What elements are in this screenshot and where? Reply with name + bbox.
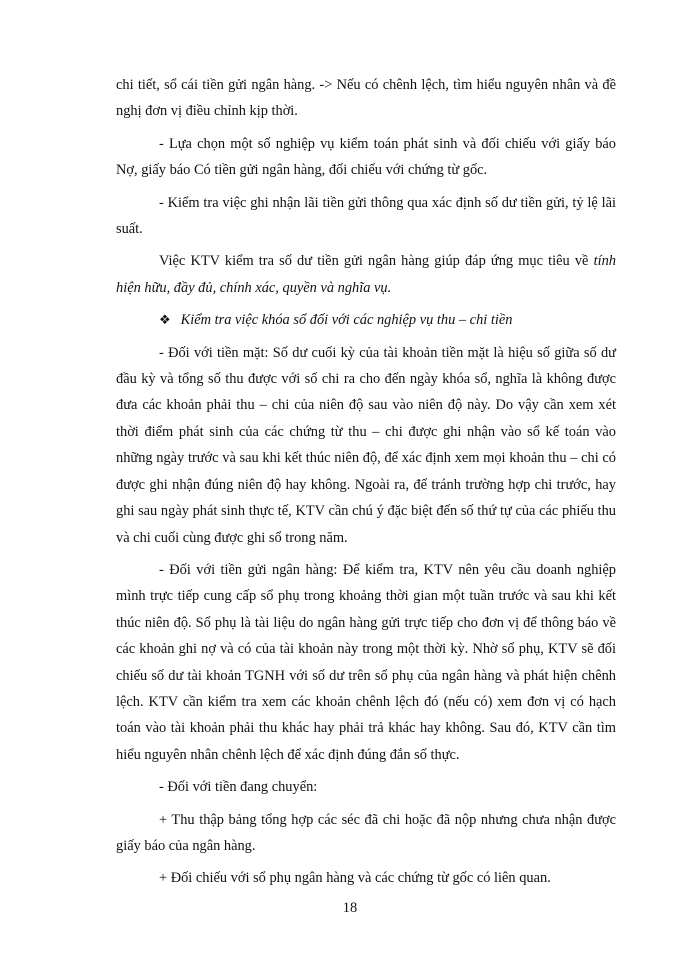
page-number: 18: [342, 900, 358, 916]
paragraph-objectives: [116, 248, 616, 301]
paragraph-compare-statements: + Đối chiếu với sổ phụ ngân hàng và các chứng từ gốc có liên quan.: [159, 870, 551, 887]
objectives-lead: Việc KTV kiểm tra số dư tiền gửi ngân hàng giúp đáp ứng mục tiêu về: [159, 253, 589, 270]
paragraph-cross-check: - Lựa chọn một số nghiệp vụ kiểm toán phát sinh và đối chiếu với giấy báo Nợ, giấy báo Có tiền gửi ngân hàng, đối chiếu với chứng từ gốc.: [116, 135, 616, 179]
section-heading: [159, 307, 616, 333]
diamond-bullet-icon: ❖: [159, 312, 171, 328]
paragraph-cash: - Đối với tiền mặt: Số dư cuối kỳ của tài khoản tiền mặt là hiệu số giữa số dư đầu kỳ và tổng số thu được với số chi ra cho đến ngày khóa sổ, nghĩa là không được đưa các khoản phải thu – chi của niên độ sau vào niên độ này. Do vậy cần xem xét thời điểm phát sinh của các chứng từ thu – chi được ghi nhận vào sổ kế toán vào những ngày trước và sau khi kết thúc niên độ, để xác định xem mọi khoản thu – chi có được ghi nhận đúng niên độ hay không. Ngoài ra, để tránh trường hợp chi trước, hay ghi sau ngày phát sinh thực tế, KTV cần chú ý đặc biệt đến số thứ tự của các phiếu thu và chi cuối cùng được ghi sổ trong năm.: [116, 344, 616, 546]
paragraph-collect-cheques: + Thu thập bảng tổng hợp các séc đã chi hoặc đã nộp nhưng chưa nhận được giấy báo của ngân hàng.: [116, 811, 616, 854]
paragraph-bank-deposits: - Đối với tiền gửi ngân hàng: Để kiểm tra, KTV nên yêu cầu doanh nghiệp mình trực tiếp cung cấp sổ phụ trong khoảng thời gian một tuần trước và sau khi kết thúc niên độ. Sổ phụ là tài liệu do ngân hàng gửi trực tiếp cho đơn vị để thông báo về các khoản ghi nợ và có của tài khoản này trong một thời kỳ. Nhờ sổ phụ, KTV sẽ đối chiếu số dư tài khoản TGNH với số dư trên sổ phụ của ngân hàng và phát hiện chênh lệch. KTV cần kiểm tra xem các khoản chênh lệch đó (nếu có) xem đơn vị có hạch toán vào tài khoản phải thu khác hay phải trả khác hay không. Sau đó, KTV cần tìm hiểu nguyên nhân chênh lệch để xác định đúng đắn số thực.: [116, 561, 616, 763]
objectives-emphasis: tính hiện hữu, đầy đủ, chính xác, quyền và nghĩa vụ.: [116, 253, 616, 296]
paragraph-continuation: chi tiết, sổ cái tiền gửi ngân hàng. -> Nếu có chênh lệch, tìm hiểu nguyên nhân và đề nghị đơn vị điều chỉnh kịp thời.: [116, 77, 616, 120]
heading-text: Kiểm tra việc khóa sổ đối với các nghiệp vụ thu – chi tiền: [180, 312, 513, 329]
body-text: [116, 72, 616, 892]
paragraph-interest-check: - Kiểm tra việc ghi nhận lãi tiền gửi thông qua xác định số dư tiền gửi, tỷ lệ lãi suất.: [116, 194, 616, 238]
paragraph-in-transit: - Đối với tiền đang chuyển:: [159, 779, 318, 796]
